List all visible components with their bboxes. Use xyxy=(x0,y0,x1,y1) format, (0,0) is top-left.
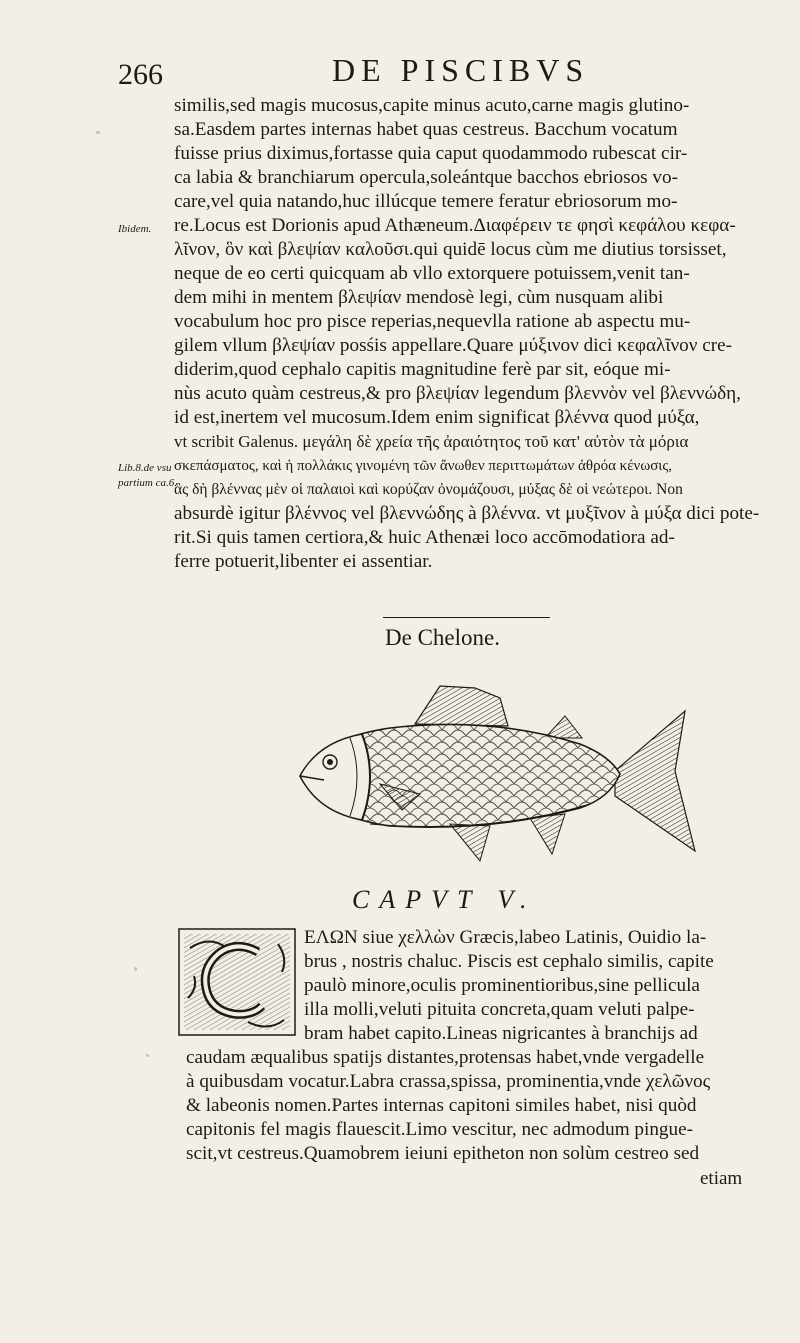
text-line: paulò minore,oculis prominentioribus,sine pellicula xyxy=(304,975,700,996)
title-rule xyxy=(383,617,550,618)
text-line: sa.Easdem partes internas habet quas cestreus. Bacchum vocatum xyxy=(174,119,678,140)
text-line: gilem vllum βλεψίαν posśis appellare.Quare μύξινον dici κεφαλῖνον cre- xyxy=(174,335,733,356)
section-title: De Chelone. xyxy=(385,625,500,650)
text-line: dem mihi in mentem βλεψίαν mendosè legi, cùm nusquam alibi xyxy=(174,287,664,308)
text-line: fuisse prius diximus,fortasse quia caput quodammodo rubescat cir- xyxy=(174,143,688,164)
margin-note-lib-line2: partium ca.6. xyxy=(118,477,177,489)
fish-woodcut-illustration xyxy=(290,676,700,876)
text-line: neque de eo certi quicquam ab vllo extorquere potuissem,venit tan- xyxy=(174,263,690,284)
text-line: vocabulum hoc pro pisce reperias,nequevlla ratione ab aspectu mu- xyxy=(174,311,691,332)
text-line: λῖνον, ὃν καὶ βλεψίαν καλοῦσι.qui quidē locus cùm me diutius torsisset, xyxy=(174,239,727,260)
margin-note-ibidem: Ibidem. xyxy=(118,223,152,235)
paper-speck xyxy=(134,967,137,971)
margin-note-lib-line1: Lib.8.de vsu xyxy=(118,462,172,474)
text-line: similis,sed magis mucosus,capite minus acuto,carne magis glutino- xyxy=(174,95,690,116)
catchword: etiam xyxy=(700,1168,743,1189)
chapter-heading: CAPVT V. xyxy=(352,885,537,914)
text-line: & labeonis nomen.Partes internas capitoni similes habet, nisi quòd xyxy=(186,1095,697,1116)
text-line: σκεπάσματος, καὶ ἡ πολλάκις γινομένη τῶν ἄνωθεν περιττωμάτων ἀθρόα κένωσις, xyxy=(174,458,673,474)
text-line: à quibusdam vocatur.Labra crassa,spissa, prominentia,vnde χελῶνος xyxy=(186,1071,711,1092)
text-line: ἃς δὴ βλέννας μὲν οἱ παλαιοὶ καὶ κορύζαν ὀνομάζουσι, μύξας δὲ οἱ νεώτεροι. Non xyxy=(174,481,683,498)
text-line: rit.Si quis tamen certiora,& huic Athenæi loco accōmodatiora ad- xyxy=(174,527,675,548)
text-line: care,vel quia natando,huc illúcque temere feratur ebriosorum mo- xyxy=(174,191,678,212)
text-line: ΕΛΩΝ siue χελλὼν Græcis,labeo Latinis, Ouidio la- xyxy=(304,927,707,948)
text-line: id est,inertem vel mucosum.Idem enim significat βλέννα quod μύξα, xyxy=(174,407,700,428)
text-line: re.Locus est Dorionis apud Athæneum.Διαφέρειν τε φησὶ κεφάλου κεφα- xyxy=(174,215,736,236)
text-line: diderim,quod cephalo capitis magnitudine ferè par sit, eóque mi- xyxy=(174,359,671,380)
page-number: 266 xyxy=(118,58,163,91)
paper-speck xyxy=(96,131,100,134)
paper-speck xyxy=(146,1054,149,1057)
text-line: vt scribit Galenus. μεγάλη δὲ χρεία τῆς ἀραιότητος τοῦ κατ' αὐτὸν τὰ μόρια xyxy=(174,432,689,451)
text-line: absurdè igitur βλέννος vel βλεννώδης à βλέννα. vt μυξῖνον à μύξα dici pote- xyxy=(174,503,760,524)
decorated-initial-c xyxy=(178,928,296,1036)
running-header: DE PISCIBVS xyxy=(332,52,590,88)
text-line: brus , nostris chaluc. Piscis est cephalo similis, capite xyxy=(304,951,714,972)
text-line: scit,vt cestreus.Quamobrem ieiuni epitheton non solùm cestreo sed xyxy=(186,1143,700,1164)
text-line: nùs acuto quàm cestreus,& pro βλεψίαν legendum βλεννὸν vel βλεννώδη, xyxy=(174,383,741,404)
text-line: ca labia & branchiarum opercula,soleántque bacchos ebriosos vo- xyxy=(174,167,679,188)
text-line: ferre potuerit,libenter ei assentiar. xyxy=(174,551,433,572)
text-line: capitonis fel magis flauescit.Limo vescitur, nec admodum pingue- xyxy=(186,1119,694,1140)
text-line: caudam æqualibus spatijs distantes,protensas habet,vnde vergadelle xyxy=(186,1047,705,1068)
text-line: bram habet capito.Lineas nigricantes à branchijs ad xyxy=(304,1023,698,1044)
text-line: illa molli,veluti pituita concreta,quam veluti palpe- xyxy=(304,999,695,1020)
